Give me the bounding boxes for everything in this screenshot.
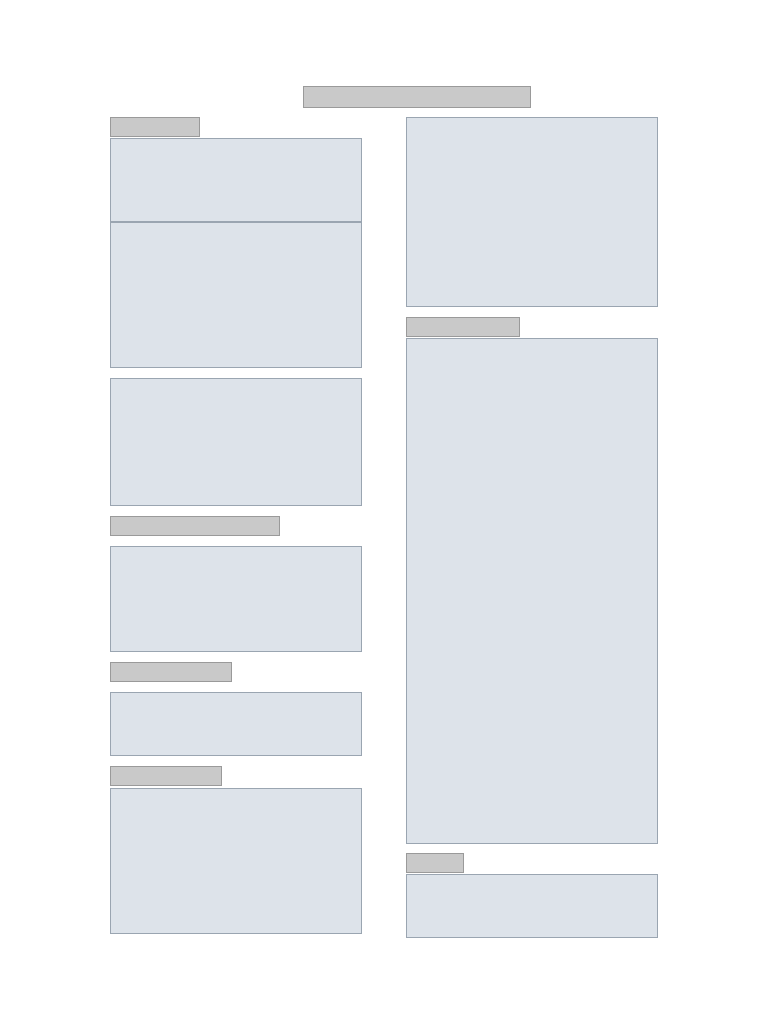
ato-penitencial-text-block [110, 546, 362, 652]
final-text-block [406, 874, 658, 938]
ofertorio-text-block [110, 788, 362, 934]
section-heading-comunhao [406, 317, 520, 337]
entrada-refrain-block [110, 138, 362, 222]
comunhao-text-block [406, 338, 658, 844]
ofertorio-continuation-block [406, 117, 658, 307]
section-heading-final [406, 853, 464, 873]
section-heading-ato-penitencial [110, 516, 280, 536]
entrada-verse2-block [110, 378, 362, 506]
section-heading-entrada [110, 117, 200, 137]
aclamacao-text-block [110, 692, 362, 756]
section-heading-aclamacao [110, 662, 232, 682]
entrada-verse1-block [110, 222, 362, 368]
section-heading-ofertorio [110, 766, 222, 786]
page-title-block [303, 86, 531, 108]
